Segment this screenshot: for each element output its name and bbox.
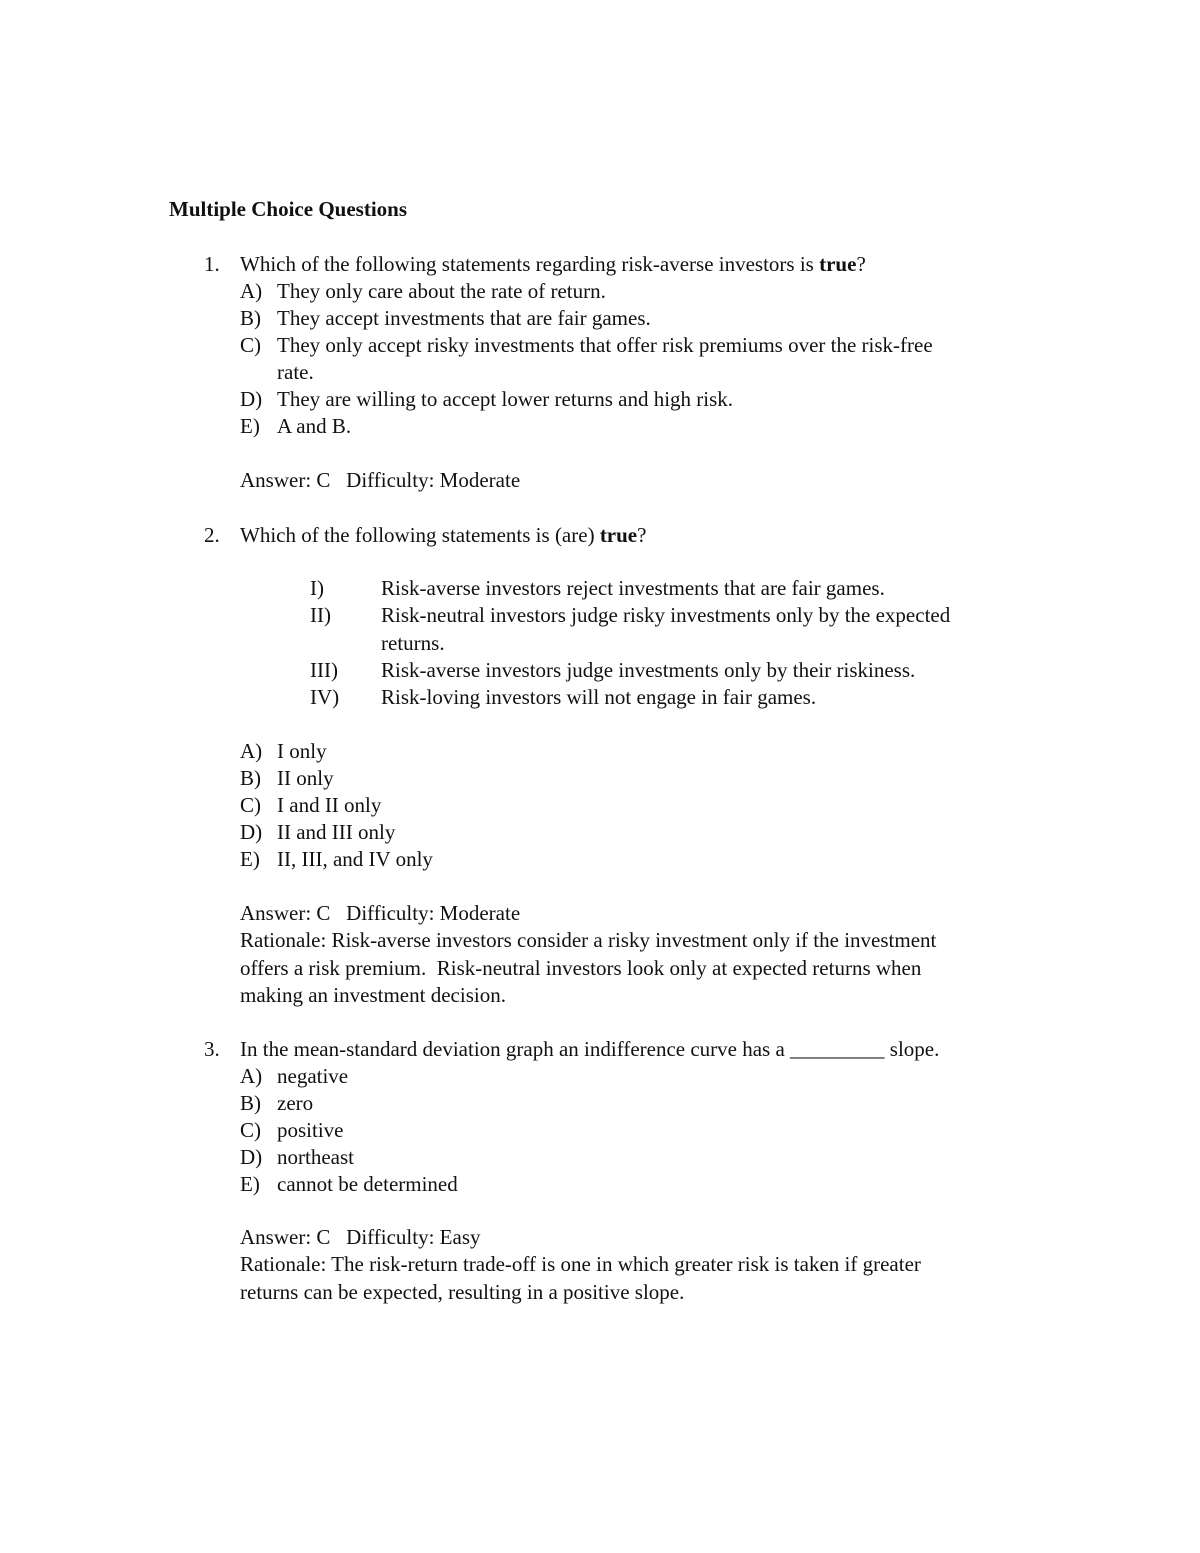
q3-option-text: zero xyxy=(277,1091,314,1115)
q1-answer: Answer: C Difficulty: Moderate xyxy=(240,468,521,492)
q2-statement-text: Risk-averse investors judge investments only by their riskiness. xyxy=(381,658,916,682)
q1-option-label: A) xyxy=(240,279,263,303)
q3-option-text: negative xyxy=(277,1064,349,1088)
q1-option-label: E) xyxy=(240,414,260,438)
q2-rationale-line: Rationale: Risk-averse investors consider a risky investment only if the investment xyxy=(240,928,937,952)
question-2-stem xyxy=(240,522,646,549)
q2-option-text: II and III only xyxy=(277,820,396,844)
question-1-stem xyxy=(240,251,866,278)
q2-statement-label: IV) xyxy=(310,685,340,709)
q2-statement-text-continued: returns. xyxy=(381,631,445,655)
q2-statement-text: Risk-averse investors reject investments that are fair games. xyxy=(381,576,885,600)
q1-option-label: D) xyxy=(240,387,263,411)
q2-rationale-line: making an investment decision. xyxy=(240,983,506,1007)
q2-option-label: D) xyxy=(240,820,263,844)
q3-option-text: positive xyxy=(277,1118,344,1142)
question-2-stem-end: ? xyxy=(637,523,647,547)
q1-option-label: C) xyxy=(240,333,261,357)
question-2-stem-emphasis: true xyxy=(599,523,638,547)
q2-statement-text: Risk-neutral investors judge risky investments only by the expected xyxy=(381,603,951,627)
q1-option-text-continued: rate. xyxy=(277,360,314,384)
q2-option-label: A) xyxy=(240,739,263,763)
question-1-number: 1. xyxy=(204,252,220,276)
q2-statement-text: Risk-loving investors will not engage in fair games. xyxy=(381,685,817,709)
question-2-number: 2. xyxy=(204,523,220,547)
question-3-stem: In the mean-standard deviation graph an indifference curve has a _________ slope. xyxy=(240,1037,940,1061)
q3-option-label: E) xyxy=(240,1172,260,1196)
question-1-stem-text: Which of the following statements regarding risk-averse investors is xyxy=(240,252,820,276)
q2-rationale-line: offers a risk premium. Risk-neutral investors look only at expected returns when xyxy=(240,956,922,980)
q3-option-text: northeast xyxy=(277,1145,354,1169)
q1-option-text: They accept investments that are fair games. xyxy=(277,306,651,330)
q1-option-text: They are willing to accept lower returns and high risk. xyxy=(277,387,734,411)
q3-option-text: cannot be determined xyxy=(277,1172,458,1196)
q3-answer: Answer: C Difficulty: Easy xyxy=(240,1225,481,1249)
q3-option-label: B) xyxy=(240,1091,261,1115)
question-1-stem-end: ? xyxy=(856,252,866,276)
q2-option-text: II only xyxy=(277,766,334,790)
question-3-number: 3. xyxy=(204,1037,220,1061)
q3-option-label: A) xyxy=(240,1064,263,1088)
q3-rationale-line: returns can be expected, resulting in a positive slope. xyxy=(240,1280,685,1304)
q2-statement-label: I) xyxy=(310,576,324,600)
q2-option-label: E) xyxy=(240,847,260,871)
q2-option-label: B) xyxy=(240,766,261,790)
q2-answer: Answer: C Difficulty: Moderate xyxy=(240,901,521,925)
section-heading: Multiple Choice Questions xyxy=(169,197,408,221)
q2-option-text: II, III, and IV only xyxy=(277,847,433,871)
question-1-stem-emphasis: true xyxy=(819,252,857,276)
q2-statement-label: II) xyxy=(310,603,331,627)
q2-option-label: C) xyxy=(240,793,261,817)
q2-option-text: I only xyxy=(277,739,327,763)
q3-rationale-line: Rationale: The risk-return trade-off is one in which greater risk is taken if greater xyxy=(240,1252,921,1276)
q1-option-text: They only care about the rate of return. xyxy=(277,279,606,303)
q1-option-text: They only accept risky investments that offer risk premiums over the risk-free xyxy=(277,333,933,357)
q2-option-text: I and II only xyxy=(277,793,382,817)
q1-option-label: B) xyxy=(240,306,261,330)
q3-option-label: C) xyxy=(240,1118,261,1142)
q3-option-label: D) xyxy=(240,1145,263,1169)
question-2-stem-text: Which of the following statements is (are) xyxy=(240,523,600,547)
q2-statement-label: III) xyxy=(310,658,338,682)
q1-option-text: A and B. xyxy=(277,414,352,438)
